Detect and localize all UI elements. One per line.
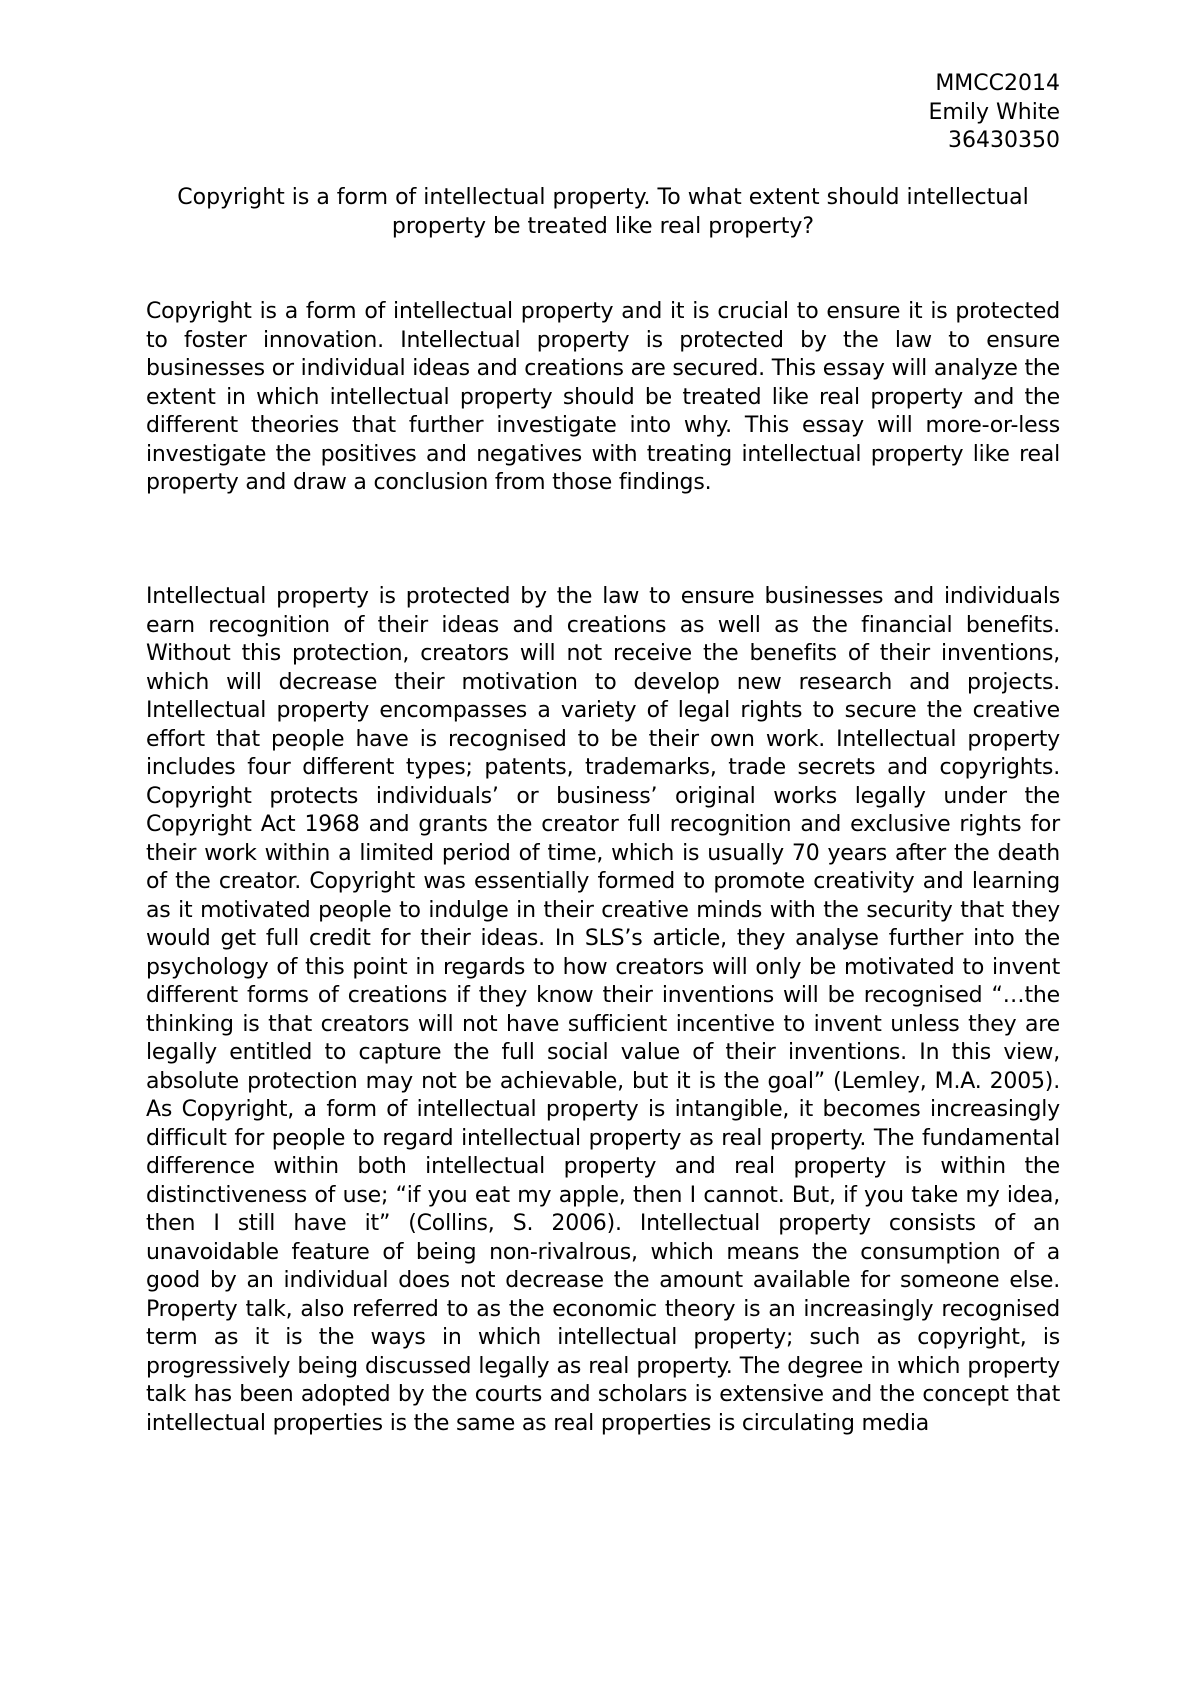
student-id: 36430350 (948, 128, 1060, 153)
course-code: MMCC2014 (935, 71, 1060, 96)
intro-paragraph: Copyright is a form of intellectual property and it is crucial to ensure it is protected to foster innovation. Intellectual property is protected by the law to ensure businesses or individual ideas and creations are secured. This essay will analyze the extent in which intellectual property should be treated like real property and the different theories that further investigate into why. This essay will more-or-less investigate the positives and negatives with treating intellectual property like real property and draw a conclusion from those findings. (146, 299, 1060, 495)
author-header (928, 70, 1060, 156)
body-paragraph: Intellectual property is protected by the law to ensure businesses and individuals earn recognition of their ideas and creations as well as the financial benefits. Without this protection, creators will not receive the benefits of their inventions, which will decrease their motivation to develop new research and projects. Intellectual property encompasses a variety of legal rights to secure the creative effort that people have is recognised to be their own work. Intellectual property includes four different types; patents, trademarks, trade secrets and copyrights. Copyright protects individuals’ or business’ original works legally under the Copyright Act 1968 and grants the creator full recognition and exclusive rights for their work within a limited period of time, which is usually 70 years after the death of the creator. Copyright was essentially formed to promote creativity and learning as it motivated people to indulge in their creative minds with the security that they would get full credit for their ideas. In SLS’s article, they analyse further into the psychology of this point in regards to how creators will only be motivated to invent different forms of creations if they know their inventions will be recognised “…the thinking is that creators will not have sufficient incentive to invent unless they are legally entitled to capture the full social value of their inventions. In this view, absolute protection may not be achievable, but it is the goal” (Lemley, M.A. 2005). As Copyright, a form of intellectual property is intangible, it becomes increasingly difficult for people to regard intellectual property as real property. The fundamental difference within both intellectual property and real property is within the distinctiveness of use; “if you eat my apple, then I cannot. But, if you take my idea, then I still have it” (Collins, S. 2006). Intellectual property consists of an unavoidable feature of being non-rivalrous, which means the consumption of a good by an individual does not decrease the amount available for someone else. Property talk, also referred to as the economic theory is an increasingly recognised term as it is the ways in which intellectual property; such as copyright, is progressively being discussed legally as real property. The degree in which property talk has been adopted by the courts and scholars is extensive and the concept that intellectual properties is the same as real properties is circulating media (146, 584, 1060, 1436)
document-page (146, 0, 1060, 1698)
author-name: Emily White (928, 99, 1060, 125)
essay-title: Copyright is a form of intellectual property. To what extent should intellectual property be treated like real property? (177, 185, 1029, 239)
